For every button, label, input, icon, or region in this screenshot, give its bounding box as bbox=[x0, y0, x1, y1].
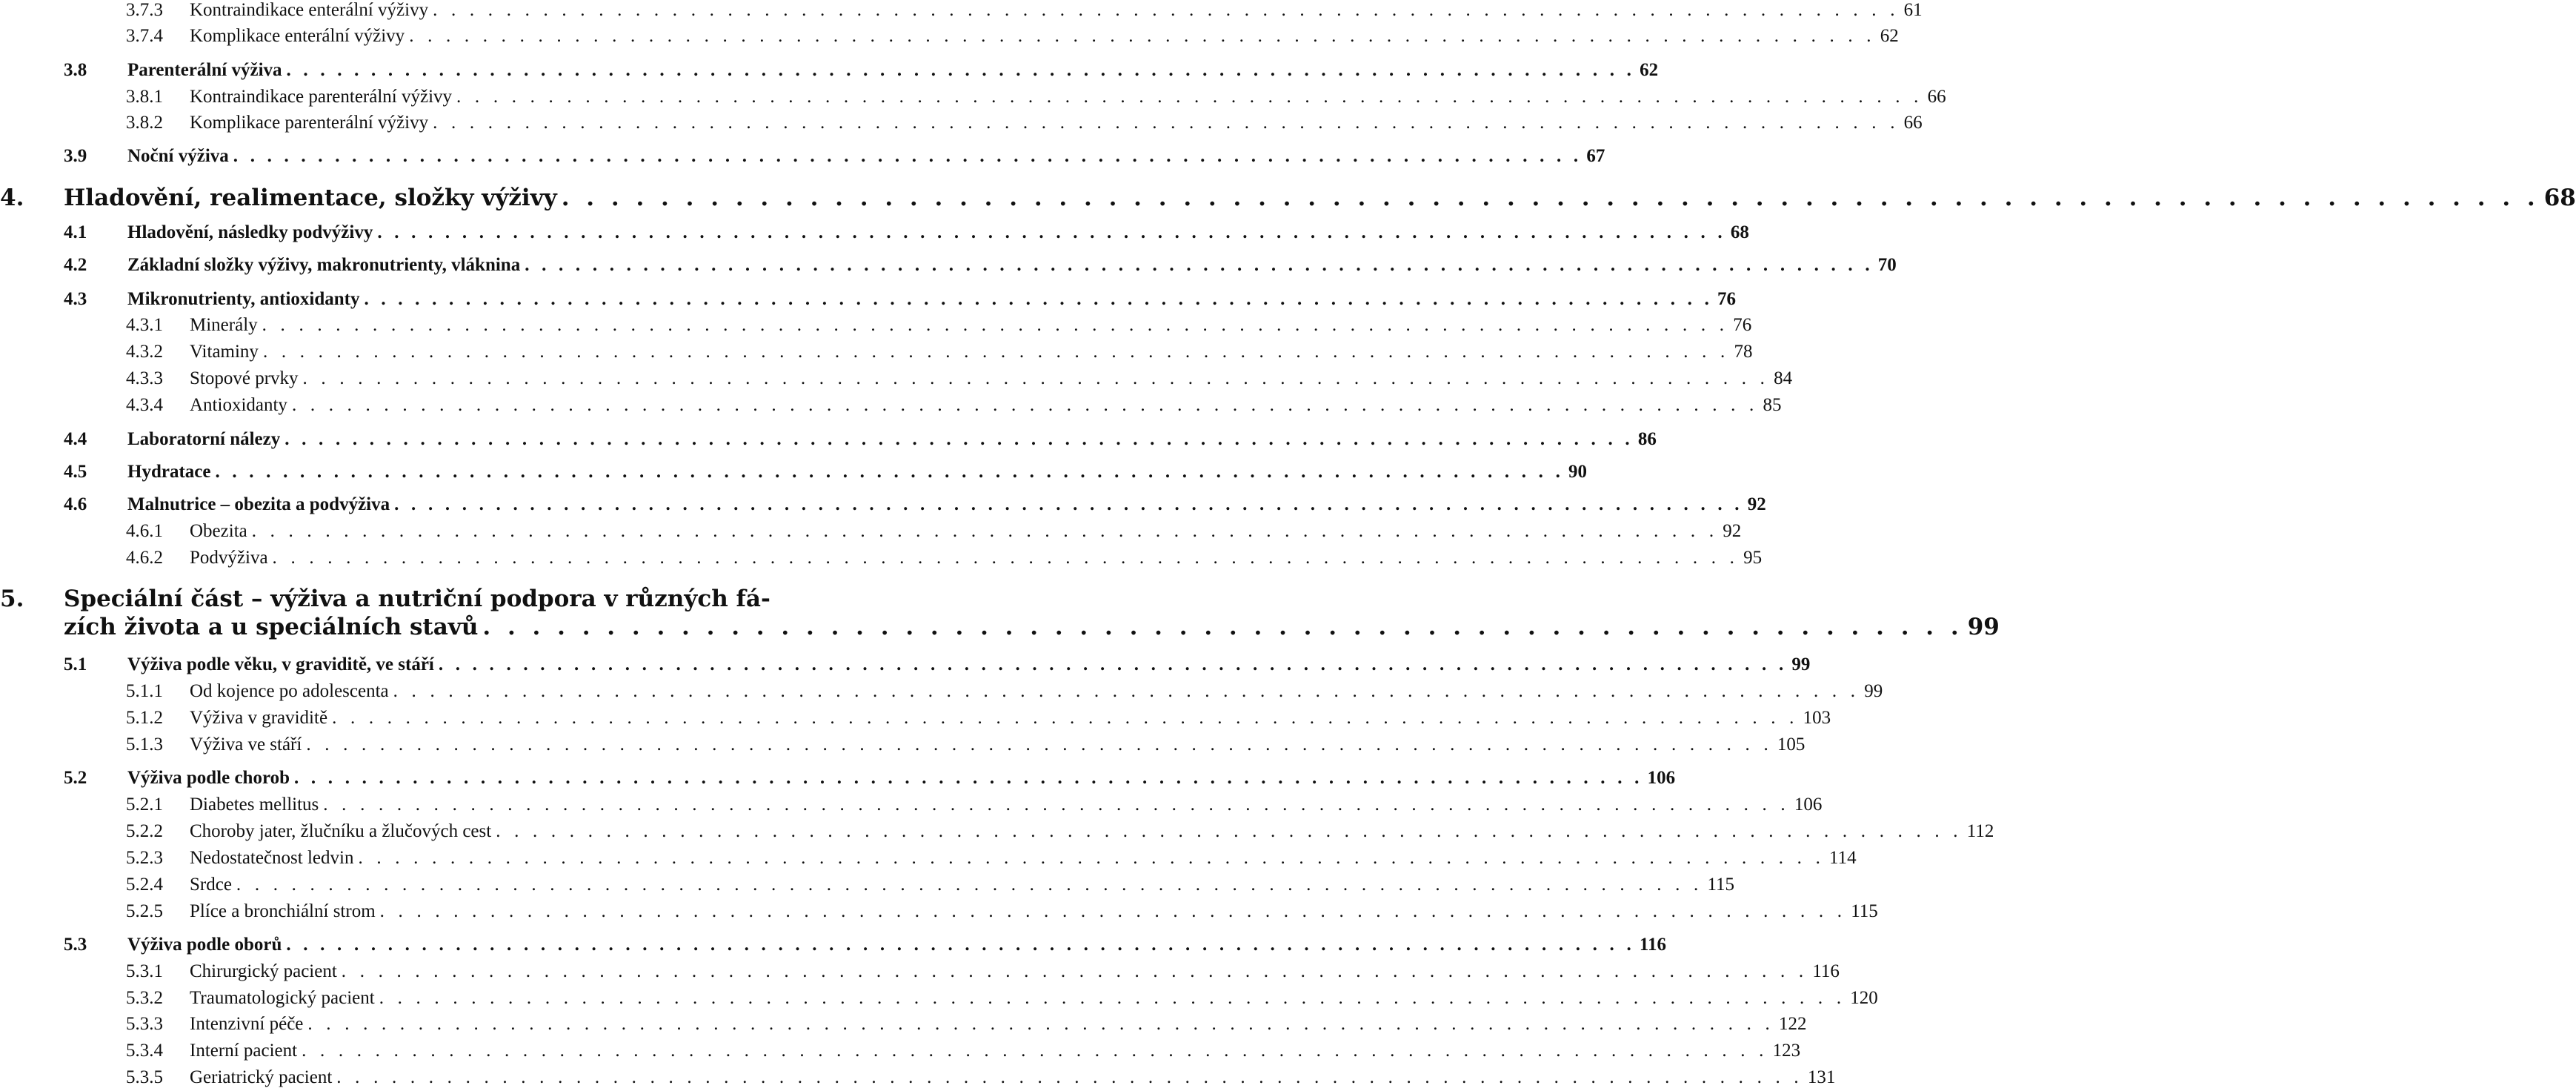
toc-page-number: 66 bbox=[1927, 87, 1946, 107]
toc-leader-dots: . . . . . . . . . . . . . . . . . . . . . . . . . . . . . . . . . . . . . . . . . . . . . . . . . . . . . . . . . . . . . . . . . . . . . . . . . . . . . . . . bbox=[379, 988, 1846, 1008]
toc-entry-title: Interní pacient bbox=[190, 1041, 298, 1061]
toc-entry-title: Kontraindikace parenterální výživy bbox=[190, 87, 453, 107]
toc-leader-dots: . . . . . . . . . . . . . . . . . . . . . . . . . . . . . . . . . . . . . . . . . . . . . . . . . . . . . . . . . . . . . . . . . . . . . . . . . . . . . . . . bbox=[336, 1067, 1803, 1087]
toc-subsection-entry[interactable] bbox=[126, 845, 1857, 872]
toc-entry-number: 3.8.2 bbox=[126, 113, 163, 133]
toc-leader-dots: . . . . . . . . . . . . . . . . . . . . . . . . . . . . . . . . . . . . . . . . . . . . . . . . . . . . . . . . . . . . . . . . . . . . . . . . . . . . . . . . bbox=[409, 26, 1876, 46]
toc-entry-title: Mikronutrienty, antioxidanty bbox=[127, 289, 360, 309]
toc-leader-dots: . . . . . . . . . . . . . . . . . . . . . . . . . . . . . . . . . . . . . . . . . . . . . . . . . . . . . . . . . . . . . . . . . . . . . . . . . . . . . . . . bbox=[438, 654, 1788, 674]
toc-page-number: 92 bbox=[1747, 494, 1766, 514]
toc-leader-dots: . . . . . . . . . . . . . . . . . . . . . . . . . . . . . . . . . . . . . . . . . . . . . . . . . . . . . . . . . . . . . . . . . . . . . . . . . . . . . . . . bbox=[364, 289, 1714, 309]
toc-leader-dots: . . . . . . . . . . . . . . . . . . . . . . . . . . . . . . . . . . . . . . . . . . . . . . . . . . . . . . . . . . . . . . . . . . . . . . . . . . . . . . . . bbox=[306, 734, 1773, 755]
toc-entry-number: 5.1.1 bbox=[126, 681, 163, 701]
toc-leader-dots: . . . . . . . . . . . . . . . . . . . . . . . . . . . . . . . . . . . . . . . . . . . . . . . . . . . . . . . . . . . . . . . . . . . . . . . . . . . . . . . . bbox=[394, 494, 1743, 514]
toc-page-number: 115 bbox=[1851, 901, 1878, 921]
toc-page-number: 76 bbox=[1733, 315, 1752, 335]
toc-leader-dots: . . . . . . . . . . . . . . . . . . . . . . . . . . . . . . . . . . . . . . . . . . . . . . . . . . . . . . . . . . . . . . . . . . . . . . . . . . . . . . . . bbox=[215, 462, 1565, 482]
toc-entry-number: 3.7.3 bbox=[126, 0, 163, 20]
toc-subsection-entry[interactable] bbox=[126, 678, 1883, 705]
toc-leader-dots: . . . . . . . . . . . . . . . . . . . . . . . . . . . . . . . . . . . . . . . . . . . . . . . . . . . . . . . . . . . . . . . . . . . . . . . . . . . . . . . . bbox=[433, 113, 1900, 133]
toc-leader-dots: . . . . . . . . . . . . . . . . . . . . . . . . . . . . . . . . . . . . . . . . . . . . . . . . . . . . . . . . . . . . . . . . . . . . . . . . . . . . . . . . bbox=[286, 60, 1636, 80]
toc-page-number: 115 bbox=[1707, 875, 1735, 895]
toc-leader-dots: . . . . . . . . . . . . . . . . . . . . . . . . . . . . . . . . . . . . . . . . . . . . . . . . . . . . . . . . . . . . . . . . . . . . . . . . . . . . . . . . bbox=[379, 901, 1847, 921]
toc-entry-title: Výživa podle chorob bbox=[127, 768, 290, 788]
toc-page-number: 76 bbox=[1717, 289, 1737, 309]
toc-page-number: 95 bbox=[1743, 548, 1763, 568]
toc-entry-title: Základní složky výživy, makronutrienty, vláknina bbox=[127, 255, 521, 275]
toc-leader-dots: . . . . . . . . . . . . . . . . . . . . . . . . . . . . . . . . . . . . . . . . . . . . . . . . . . . . . . . . . . . . . . . . . . . . . . . . . . . . . . . . bbox=[272, 548, 1740, 568]
toc-entry-title: Plíce a bronchiální strom bbox=[190, 901, 376, 921]
toc-page-number: 120 bbox=[1850, 988, 1878, 1008]
toc-leader-dots: . . . . . . . . . . . . . . . . . . . . . . . . . . . . . . . . . . . . . . . . . . . . . . . . . . . . . . . . . . . . . . . . . . . . . . . . . . . . . . . . bbox=[262, 342, 1730, 362]
toc-page-number: 62 bbox=[1880, 26, 1899, 46]
toc-subsection-entry[interactable] bbox=[126, 818, 1994, 845]
toc-subsection-entry[interactable] bbox=[126, 518, 1742, 545]
toc-page-number: 86 bbox=[1637, 429, 1657, 449]
toc-subsection-entry[interactable] bbox=[126, 958, 1840, 985]
toc-entry-number: 5.2 bbox=[64, 768, 87, 788]
toc-chapter-heading-line1[interactable] bbox=[0, 586, 771, 612]
toc-chapter-title-part2: zích života a u speciálních stavů bbox=[64, 614, 479, 640]
toc-subsection-entry[interactable] bbox=[126, 365, 1793, 392]
toc-page-number: 62 bbox=[1640, 60, 1659, 80]
toc-leader-dots: . . . . . . . . . . . . . . . . . . . . . . . . . . . . . . . . . . . . . . . . . . . . . . . . . . . . . . . . . . . . . . . . . . . . . . . . . . . . . . . . bbox=[307, 1014, 1774, 1034]
toc-subsection-entry[interactable] bbox=[126, 732, 1805, 758]
toc-page-number: 85 bbox=[1763, 395, 1782, 415]
toc-leader-dots: . . . . . . . . . . . . . . . . . . . . . . . . . . . . . . . . . . . . . . . . . . . . . . . . . . . . . . . . . . . . . . . . . . . . . . . . . . . . . . . . bbox=[291, 395, 1759, 415]
toc-entry-number: 5.3.2 bbox=[126, 988, 163, 1008]
toc-subsection-entry[interactable] bbox=[126, 312, 1752, 339]
toc-entry-title: Podvýživa bbox=[190, 548, 268, 568]
toc-leader-dots: . . . . . . . . . . . . . . . . . . . . . . . . . . . . . . . . . . . . . . . . . . . . . . . . . . . . . . . . . . . . . . . . . . . . . . . . . . . . . . . . bbox=[393, 681, 1860, 701]
toc-entry-number: 5.2.1 bbox=[126, 795, 163, 815]
toc-section-entry[interactable] bbox=[64, 491, 1766, 518]
toc-leader-dots: . . . . . . . . . . . . . . . . . . . . . . . . . . . . . . . . . . . . . . . . . . . . . . . . . . . . . . . . . . . . . . . . . . . . . . . . . . . . . . . . bbox=[377, 222, 1726, 242]
toc-page-number: 61 bbox=[1903, 0, 1923, 20]
toc-leader-dots: . . . . . . . . . . . . . . . . . . . . . . . . . . . . . . . . . . . . . . . . . . . . . . . . . . . . . . . . . . . . . . . . . . . . . . . . . . . . . . . . bbox=[332, 708, 1799, 728]
toc-subsection-entry[interactable] bbox=[126, 1064, 1836, 1091]
toc-subsection-entry[interactable] bbox=[126, 705, 1831, 732]
toc-page-number: 99 bbox=[1864, 681, 1883, 701]
toc-leader-dots: . . . . . . . . . . . . . . . . . . . . . . . . . . . . . . . . . . . . . . . . . . . . . . . . . . . . . . . . . . . . . . . . . . . . . . . . . . . . . . . . bbox=[251, 521, 1719, 541]
toc-entry-title: Srdce bbox=[190, 875, 232, 895]
toc-entry-number: 5.3 bbox=[64, 935, 87, 955]
toc-entry-number: 4.3 bbox=[64, 289, 87, 309]
toc-section-entry[interactable] bbox=[64, 143, 1605, 170]
toc-section-entry[interactable] bbox=[64, 57, 1659, 84]
toc-entry-title: Hydratace bbox=[127, 462, 211, 482]
toc-entry-title: Výživa ve stáří bbox=[190, 734, 302, 755]
toc-entry-title: Diabetes mellitus bbox=[190, 795, 319, 815]
toc-leader-dots: . . . . . . . . . . . . . . . . . . . . . . . . . . . . . . . . . . . . . . . . . . . . . . . . . . . . . . . . . . . . . . . . . . . . . . . . . . . . . . . . bbox=[341, 961, 1808, 981]
toc-entry-title: Parenterální výživa bbox=[127, 60, 282, 80]
toc-section-entry[interactable] bbox=[64, 651, 1811, 678]
toc-entry-number: 5.1 bbox=[64, 654, 87, 674]
toc-leader-dots: . . . . . . . . . . . . . . . . . . . . . . . . . . . . . . . . . . . . . . . . . . . . . . . . . . . . . . . . . . . . . . . . . . . . . . . . . . . . . . . . bbox=[323, 795, 1790, 815]
toc-page-number: 112 bbox=[1966, 821, 1994, 841]
toc-subsection-entry[interactable] bbox=[126, 23, 1899, 50]
toc-leader-dots: . . . . . . . . . . . . . . . . . . . . . . . . . . . . . . . . . . . . . . . . . . . . . . . . . . . . . . . . . . . . . . . . . . . . . . . . . . . . . . . . bbox=[525, 255, 1874, 275]
toc-entry-number: 5.2.5 bbox=[126, 901, 163, 921]
toc-entry-title: Obezita bbox=[190, 521, 247, 541]
toc-subsection-entry[interactable] bbox=[126, 545, 1763, 571]
toc-entry-number: 5.3.1 bbox=[126, 961, 163, 981]
toc-page-number: 106 bbox=[1794, 795, 1823, 815]
toc-chapter-title-part1: Speciální část – výživa a nutriční podpora v různých fá- bbox=[64, 586, 771, 612]
toc-leader-dots: . . . . . . . . . . . . . . . . . . . . . . . . . . . . . . . . . . . . . . . . . . . . . . . . . . . . . . . . . . . . bbox=[482, 614, 1963, 640]
toc-entry-title: Komplikace enterální výživy bbox=[190, 26, 405, 46]
toc-entry-title: Malnutrice – obezita a podvýživa bbox=[127, 494, 390, 514]
toc-entry-title: Laboratorní nálezy bbox=[127, 429, 281, 449]
toc-page-number: 84 bbox=[1774, 368, 1793, 388]
toc-subsection-entry[interactable] bbox=[126, 1011, 1807, 1038]
toc-entry-title: Antioxidanty bbox=[190, 395, 287, 415]
toc-entry-title: Komplikace parenterální výživy bbox=[190, 113, 429, 133]
toc-entry-number: 5.3.4 bbox=[126, 1041, 163, 1061]
toc-section-entry[interactable] bbox=[64, 286, 1737, 313]
toc-entry-number: 5.2.4 bbox=[126, 875, 163, 895]
toc-page-number: 114 bbox=[1829, 848, 1857, 868]
toc-leader-dots: . . . . . . . . . . . . . . . . . . . . . . . . . . . . . . . . . . . . . . . . . . . . . . . . . . . . . . . . . . . . . . . . . . . . . . . . . . . . . . . . bbox=[294, 768, 1643, 788]
toc-subsection-entry[interactable] bbox=[126, 872, 1735, 898]
toc-entry-title: Výživa podle věku, v graviditě, ve stáří bbox=[127, 654, 434, 674]
toc-entry-title: Vitaminy bbox=[190, 342, 259, 362]
toc-leader-dots: . . . . . . . . . . . . . . . . . . . . . . . . . . . . . . . . . . . . . . . . . . . . . . . . . . . . . . . . . . . . . . . . . . . . . . . . . . . . . . . . bbox=[286, 935, 1635, 955]
toc-leader-dots: . . . . . . . . . . . . . . . . . . . . . . . . . . . . . . . . . . . . . . . . . . . . . . . . . . . . . . . . . . . . . . . . . . . . . . . . . . . . . . . . bbox=[233, 146, 1582, 166]
toc-entry-title: Výživa podle oborů bbox=[127, 935, 282, 955]
toc-chapter-entry[interactable] bbox=[64, 614, 2000, 640]
toc-entry-title: Geriatrický pacient bbox=[190, 1067, 333, 1087]
toc-page-number: 99 bbox=[1791, 654, 1811, 674]
toc-entry-number: 4.2 bbox=[64, 255, 87, 275]
toc-leader-dots: . . . . . . . . . . . . . . . . . . . . . . . . . . . . . . . . . . . . . . . . . . . . . . . . . . . . . . . . . . . . . . . . . . . . . . . . . . . . . . . . bbox=[358, 848, 1826, 868]
toc-leader-dots: . . . . . . . . . . . . . . . . . . . . . . . . . . . . . . . . . . . . . . . . . . . . . . . . . . . . . . . . . . . . . . . . . . . . . . . . . . . . . . . . bbox=[236, 875, 1703, 895]
toc-entry-title: Minerály bbox=[190, 315, 258, 335]
toc-page-number: 106 bbox=[1647, 768, 1676, 788]
toc-page-number: 116 bbox=[1639, 935, 1667, 955]
toc-entry-title: Výživa v graviditě bbox=[190, 708, 328, 728]
toc-subsection-entry[interactable] bbox=[126, 392, 1782, 419]
toc-entry-title: Chirurgický pacient bbox=[190, 961, 337, 981]
toc-section-entry[interactable] bbox=[64, 459, 1588, 485]
toc-entry-number: 5.1.3 bbox=[126, 734, 163, 755]
toc-leader-dots: . . . . . . . . . . . . . . . . . . . . . . . . . . . . . . . . . . . . . . . . . . . . . . . . . . . . . . . . . . . . . . . . . . . . . . . . . . . . . . . . bbox=[433, 0, 1900, 20]
toc-entry-number: 4.3.4 bbox=[126, 395, 163, 415]
toc-page-number: 116 bbox=[1812, 961, 1840, 981]
toc-entry-title: Noční výživa bbox=[127, 146, 229, 166]
toc-page-number: 92 bbox=[1723, 521, 1742, 541]
toc-page-number: 131 bbox=[1807, 1067, 1836, 1087]
toc-entry-number: 3.8 bbox=[64, 60, 87, 80]
toc-chapter-number: 5. bbox=[0, 586, 24, 612]
toc-page-number: 70 bbox=[1877, 255, 1897, 275]
toc-page-number: 99 bbox=[1967, 614, 2000, 640]
toc-section-entry[interactable] bbox=[64, 932, 1667, 958]
toc-entry-title: Intenzivní péče bbox=[190, 1014, 304, 1034]
toc-leader-dots: . . . . . . . . . . . . . . . . . . . . . . . . . . . . . . . . . . . . . . . . . . . . . . . . . . . . . . . . . . . . . . . . . . . . . . . . . . . . . . . . bbox=[302, 368, 1770, 388]
toc-entry-number: 5.3.3 bbox=[126, 1014, 163, 1034]
toc-page-number: 78 bbox=[1734, 342, 1753, 362]
toc-subsection-entry[interactable] bbox=[126, 339, 1753, 365]
toc-entry-number: 5.3.5 bbox=[126, 1067, 163, 1087]
toc-page-number: 103 bbox=[1803, 708, 1831, 728]
toc-page-number: 122 bbox=[1778, 1014, 1807, 1034]
toc-section-entry[interactable] bbox=[64, 426, 1657, 453]
toc-entry-number: 3.7.4 bbox=[126, 26, 163, 46]
toc-page-number: 105 bbox=[1777, 734, 1805, 755]
toc-page-number: 123 bbox=[1772, 1041, 1801, 1061]
toc-entry-number: 4.6.1 bbox=[126, 521, 163, 541]
toc-entry-number: 5.2.3 bbox=[126, 848, 163, 868]
toc-section-entry[interactable] bbox=[64, 252, 1897, 279]
toc-leader-dots: . . . . . . . . . . . . . . . . . . . . . . . . . . . . . . . . . . . . . . . . . . . . . . . . . . . . . . . . . . . . . . . . . . . . . . . . . . . . . . . . bbox=[284, 429, 1634, 449]
toc-entry-number: 3.9 bbox=[64, 146, 87, 166]
toc-leader-dots: . . . . . . . . . . . . . . . . . . . . . . . . . . . . . . . . . . . . . . . . . . . . . . . . . . . . . . . . . . . . . . . . . . . . . . . . . . . . . . . . bbox=[302, 1041, 1768, 1061]
toc-subsection-entry[interactable] bbox=[126, 84, 1946, 110]
toc-entry-number: 4. bbox=[0, 185, 24, 211]
toc-entry-title: Hladovění, následky podvýživy bbox=[127, 222, 373, 242]
toc-subsection-entry[interactable] bbox=[126, 792, 1823, 818]
toc-leader-dots: . . . . . . . . . . . . . . . . . . . . . . . . . . . . . . . . . . . . . . . . . . . . . . . . . . . . . . . . . . . . . . . . . . . . . . . . . . . . . . . . bbox=[456, 87, 1923, 107]
toc-leader-dots: . . . . . . . . . . . . . . . . . . . . . . . . . . . . . . . . . . . . . . . . . . . . . . . . . . . . . . . . . . . . . . . . . . . . . . . . . . . . . . . . bbox=[496, 821, 1963, 841]
toc-entry-number: 4.4 bbox=[64, 429, 87, 449]
toc-entry-title: Nedostatečnost ledvin bbox=[190, 848, 354, 868]
toc-entry-number: 4.3.3 bbox=[126, 368, 163, 388]
toc-entry-title: Hladovění, realimentace, složky výživy bbox=[64, 185, 557, 211]
toc-entry-title: Od kojence po adolescenta bbox=[190, 681, 389, 701]
toc-section-entry[interactable] bbox=[64, 765, 1676, 792]
toc-entry-number: 5.2.2 bbox=[126, 821, 163, 841]
toc-entry-number: 4.5 bbox=[64, 462, 87, 482]
toc-subsection-entry[interactable] bbox=[126, 110, 1923, 136]
toc-entry-title: Kontraindikace enterální výživy bbox=[190, 0, 429, 20]
toc-leader-dots: . . . . . . . . . . . . . . . . . . . . . . . . . . . . . . . . . . . . . . . . . . . . . . . . . . . . . . . . . . . . . . . . . . . . . . . . . . . . . . . . bbox=[561, 185, 2540, 211]
toc-entry-title: Stopové prvky bbox=[190, 368, 299, 388]
toc-page-number: 68 bbox=[2543, 185, 2576, 211]
toc-subsection-entry[interactable] bbox=[126, 898, 1878, 925]
toc-subsection-entry[interactable] bbox=[126, 985, 1878, 1012]
toc-page-number: 90 bbox=[1568, 462, 1588, 482]
toc-chapter-entry[interactable] bbox=[0, 185, 2576, 211]
toc-entry-number: 4.3.2 bbox=[126, 342, 163, 362]
toc-entry-number: 4.1 bbox=[64, 222, 87, 242]
toc-entry-number: 3.8.1 bbox=[126, 87, 163, 107]
toc-entry-number: 4.3.1 bbox=[126, 315, 163, 335]
toc-subsection-entry[interactable] bbox=[126, 1038, 1801, 1064]
toc-page-number: 68 bbox=[1730, 222, 1749, 242]
toc-entry-number: 5.1.2 bbox=[126, 708, 163, 728]
toc-page-number: 66 bbox=[1903, 113, 1923, 133]
toc-section-entry[interactable] bbox=[64, 219, 1749, 246]
toc-entry-title: Traumatologický pacient bbox=[190, 988, 375, 1008]
toc-page-number: 67 bbox=[1586, 146, 1605, 166]
toc-entry-number: 4.6.2 bbox=[126, 548, 163, 568]
toc-entry-number: 4.6 bbox=[64, 494, 87, 514]
toc-leader-dots: . . . . . . . . . . . . . . . . . . . . . . . . . . . . . . . . . . . . . . . . . . . . . . . . . . . . . . . . . . . . . . . . . . . . . . . . . . . . . . . . bbox=[262, 315, 1729, 335]
toc-subsection-entry[interactable] bbox=[126, 0, 1923, 24]
toc-entry-title: Choroby jater, žlučníku a žlučových cest bbox=[190, 821, 492, 841]
